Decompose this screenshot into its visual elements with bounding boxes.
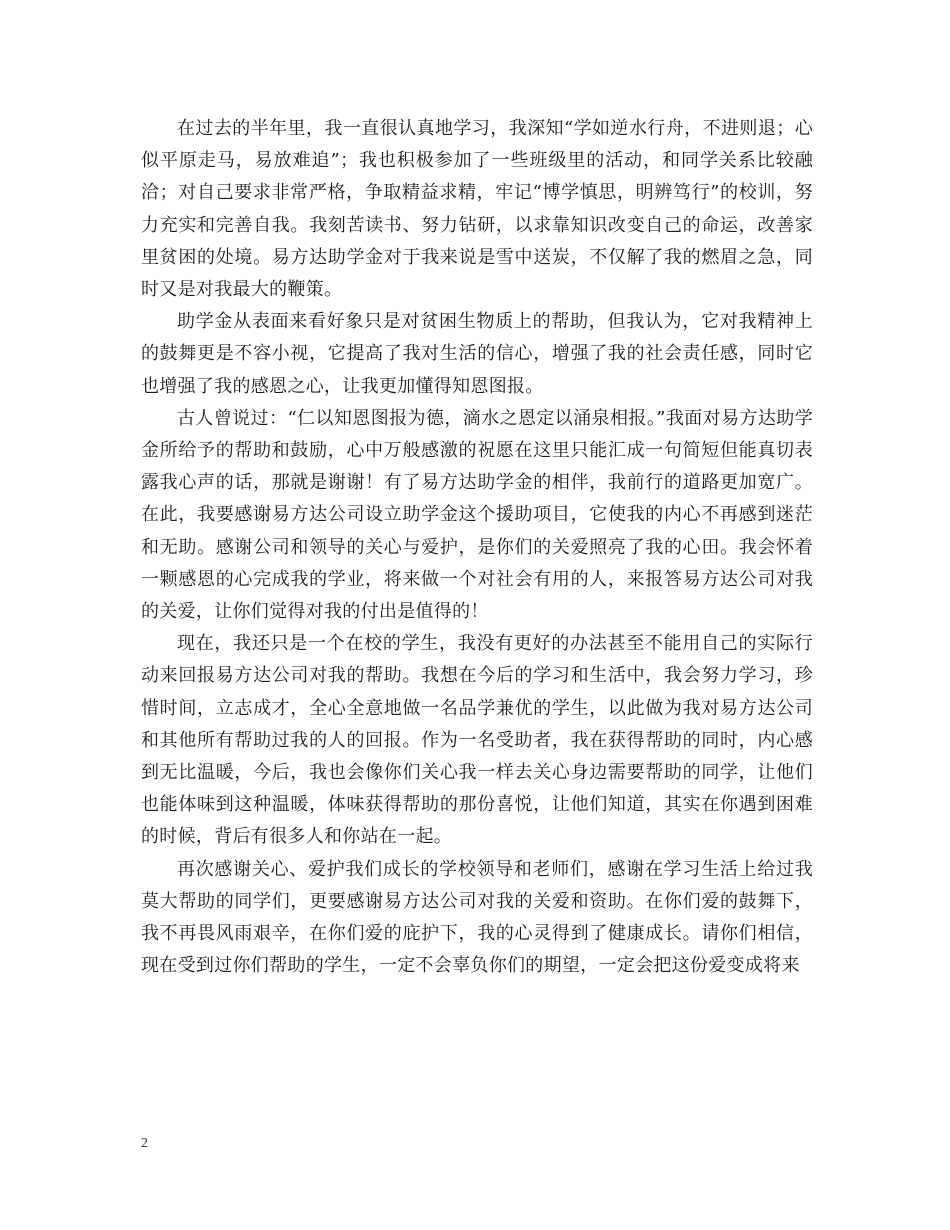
- paragraph-1: 在过去的半年里，我一直很认真地学习，我深知“学如逆水行舟，不进则退；心似平原走马，易放难追”；我也积极参加了一些班级里的活动，和同学关系比较融洽；对自己要求非常严格，争取精益求精，牢记“博学慎思，明辨笃行”的校训，努力充实和完善自我。我刻苦读书、努力钻研，以求靠知识改变自己的命运，改善家里贫困的处境。易方达助学金对于我来说是雪中送炭，不仅解了我的燃眉之急，同时又是对我最大的鞭策。: [141, 118, 813, 301]
- paragraph-2: 助学金从表面来看好象只是对贫困生物质上的帮助，但我认为，它对我精神上的鼓舞更是不容小视，它提高了我对生活的信心，增强了我的社会责任感，同时它也增强了我的感恩之心，让我更加懂得知恩图报。: [141, 311, 813, 397]
- paragraph-5: 再次感谢关心、爱护我们成长的学校领导和老师们，感谢在学习生活上给过我莫大帮助的同学们，更要感谢易方达公司对我的关爱和资助。在你们爱的鼓舞下，我不再畏风雨艰辛，在你们爱的庇护下，我的心灵得到了健康成长。请你们相信，现在受到过你们帮助的学生，一定不会辜负你们的期望，一定会把这份爱变成将来: [141, 858, 813, 977]
- paragraph-4: 现在，我还只是一个在校的学生，我没有更好的办法甚至不能用自己的实际行动来回报易方达公司对我的帮助。我想在今后的学习和生活中，我会努力学习，珍惜时间，立志成才，全心全意地做一名品学兼优的学生，以此做为我对易方达公司和其他所有帮助过我的人的回报。作为一名受助者，我在获得帮助的同时，内心感到无比温暖，今后，我也会像你们关心我一样去关心身边需要帮助的同学，让他们也能体味到这种温暖，体味获得帮助的那份喜悦，让他们知道，其实在你遇到困难的时候，背后有很多人和你站在一起。: [141, 633, 813, 848]
- page-number: 2: [141, 1136, 148, 1151]
- document-body: [141, 113, 813, 982]
- paragraph-3: 古人曾说过：“仁以知恩图报为德，滴水之恩定以涌泉相报。”我面对易方达助学金所给予的帮助和鼓励，心中万般感激的祝愿在这里只能汇成一句简短但能真切表露我心声的话，那就是谢谢！有了易方达助学金的相伴，我前行的道路更加宽广。在此，我要感谢易方达公司设立助学金这个援助项目，它使我的内心不再感到迷茫和无助。感谢公司和领导的关心与爱护，是你们的关爱照亮了我的心田。我会怀着一颗感恩的心完成我的学业，将来做一个对社会有用的人，来报答易方达公司对我的关爱，让你们觉得对我的付出是值得的！: [141, 407, 813, 623]
